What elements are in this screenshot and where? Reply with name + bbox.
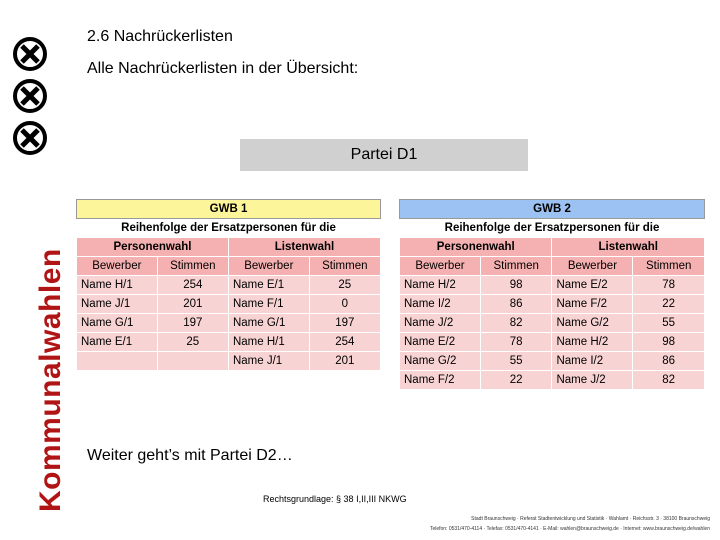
cell: Name J/2 bbox=[552, 371, 633, 390]
cell: Name G/2 bbox=[400, 352, 481, 371]
cell: 78 bbox=[633, 276, 705, 295]
column-header: Bewerber bbox=[400, 257, 481, 276]
column-header: Bewerber bbox=[552, 257, 633, 276]
group-header: Listenwahl bbox=[228, 238, 380, 257]
cell: Name J/2 bbox=[400, 314, 481, 333]
cell: 78 bbox=[480, 333, 552, 352]
cell: 25 bbox=[157, 333, 228, 352]
cell: 82 bbox=[633, 371, 705, 390]
next-party-text: Weiter geht’s mit Partei D2… bbox=[87, 447, 293, 464]
cell: 86 bbox=[633, 352, 705, 371]
cell: 254 bbox=[157, 276, 228, 295]
cell: Name H/1 bbox=[77, 276, 158, 295]
group-header: Personenwahl bbox=[400, 238, 552, 257]
table-row bbox=[400, 352, 705, 371]
table-row bbox=[400, 371, 705, 390]
cell: 98 bbox=[633, 333, 705, 352]
cell: 201 bbox=[157, 295, 228, 314]
cell: Name E/2 bbox=[552, 276, 633, 295]
table-section: Reihenfolge der Ersatzpersonen für die bbox=[77, 219, 381, 238]
party-banner: Partei D1 bbox=[240, 139, 528, 171]
cell: Name G/1 bbox=[228, 314, 309, 333]
column-header: Stimmen bbox=[157, 257, 228, 276]
cell: Name J/1 bbox=[228, 352, 309, 371]
cell: 197 bbox=[157, 314, 228, 333]
cell: Name H/2 bbox=[400, 276, 481, 295]
footer-address: Stadt Braunschweig · Referat Stadtentwicklung und Statistik · Wahlamt · Reichsstr. 3 · 38100 Braunschweig bbox=[471, 516, 710, 522]
cell: 254 bbox=[309, 333, 380, 352]
cell: 22 bbox=[480, 371, 552, 390]
sidebar bbox=[0, 0, 67, 540]
cell: 82 bbox=[480, 314, 552, 333]
table-section: Reihenfolge der Ersatzpersonen für die bbox=[400, 219, 705, 238]
cell: Name G/1 bbox=[77, 314, 158, 333]
table-row bbox=[77, 314, 381, 333]
cell: 201 bbox=[309, 352, 380, 371]
page-title: 2.6 Nachrückerlisten bbox=[87, 28, 233, 45]
cell: Name I/2 bbox=[400, 295, 481, 314]
x-circle-icon bbox=[12, 120, 48, 156]
cell: Name E/1 bbox=[77, 333, 158, 352]
column-header: Stimmen bbox=[633, 257, 705, 276]
cell: 197 bbox=[309, 314, 380, 333]
table-row bbox=[400, 333, 705, 352]
cell: Name I/2 bbox=[552, 352, 633, 371]
column-header: Bewerber bbox=[77, 257, 158, 276]
cell: 0 bbox=[309, 295, 380, 314]
footer-contact: Telefon: 0531/470-4114 · Telefax: 0531/470-4141 · E-Mail: wahlen@braunschweig.de · Internet: www.braunschweig.de/wahlen bbox=[429, 526, 710, 532]
page-subtitle: Alle Nachrückerlisten in der Übersicht: bbox=[87, 60, 359, 77]
table-row bbox=[400, 276, 705, 295]
table-row bbox=[400, 314, 705, 333]
table-title: GWB 2 bbox=[400, 200, 705, 219]
table-row bbox=[77, 352, 381, 371]
column-header: Stimmen bbox=[309, 257, 380, 276]
gwb-table-2 bbox=[399, 199, 705, 390]
cell bbox=[77, 352, 158, 371]
cell: 55 bbox=[480, 352, 552, 371]
gwb-table-1 bbox=[76, 199, 381, 371]
table-row bbox=[400, 295, 705, 314]
x-circle-icon bbox=[12, 36, 48, 72]
column-header: Stimmen bbox=[480, 257, 552, 276]
cell: Name F/2 bbox=[552, 295, 633, 314]
cell: Name H/2 bbox=[552, 333, 633, 352]
cell: Name J/1 bbox=[77, 295, 158, 314]
cell: 25 bbox=[309, 276, 380, 295]
cell: Name E/1 bbox=[228, 276, 309, 295]
table-row bbox=[77, 295, 381, 314]
cell: Name G/2 bbox=[552, 314, 633, 333]
cell: Name F/2 bbox=[400, 371, 481, 390]
cell: 22 bbox=[633, 295, 705, 314]
cell: Name E/2 bbox=[400, 333, 481, 352]
group-header: Personenwahl bbox=[77, 238, 229, 257]
legal-basis: Rechtsgrundlage: § 38 I,II,III NKWG bbox=[263, 494, 407, 504]
cell: Name F/1 bbox=[228, 295, 309, 314]
cell bbox=[157, 352, 228, 371]
x-circle-icon bbox=[12, 78, 48, 114]
cell: Name H/1 bbox=[228, 333, 309, 352]
cell: 86 bbox=[480, 295, 552, 314]
sidebar-title: Kommunalwahlen bbox=[34, 248, 67, 512]
cell: 55 bbox=[633, 314, 705, 333]
table-title: GWB 1 bbox=[77, 200, 381, 219]
table-row bbox=[77, 333, 381, 352]
cell: 98 bbox=[480, 276, 552, 295]
column-header: Bewerber bbox=[228, 257, 309, 276]
group-header: Listenwahl bbox=[552, 238, 705, 257]
table-row bbox=[77, 276, 381, 295]
